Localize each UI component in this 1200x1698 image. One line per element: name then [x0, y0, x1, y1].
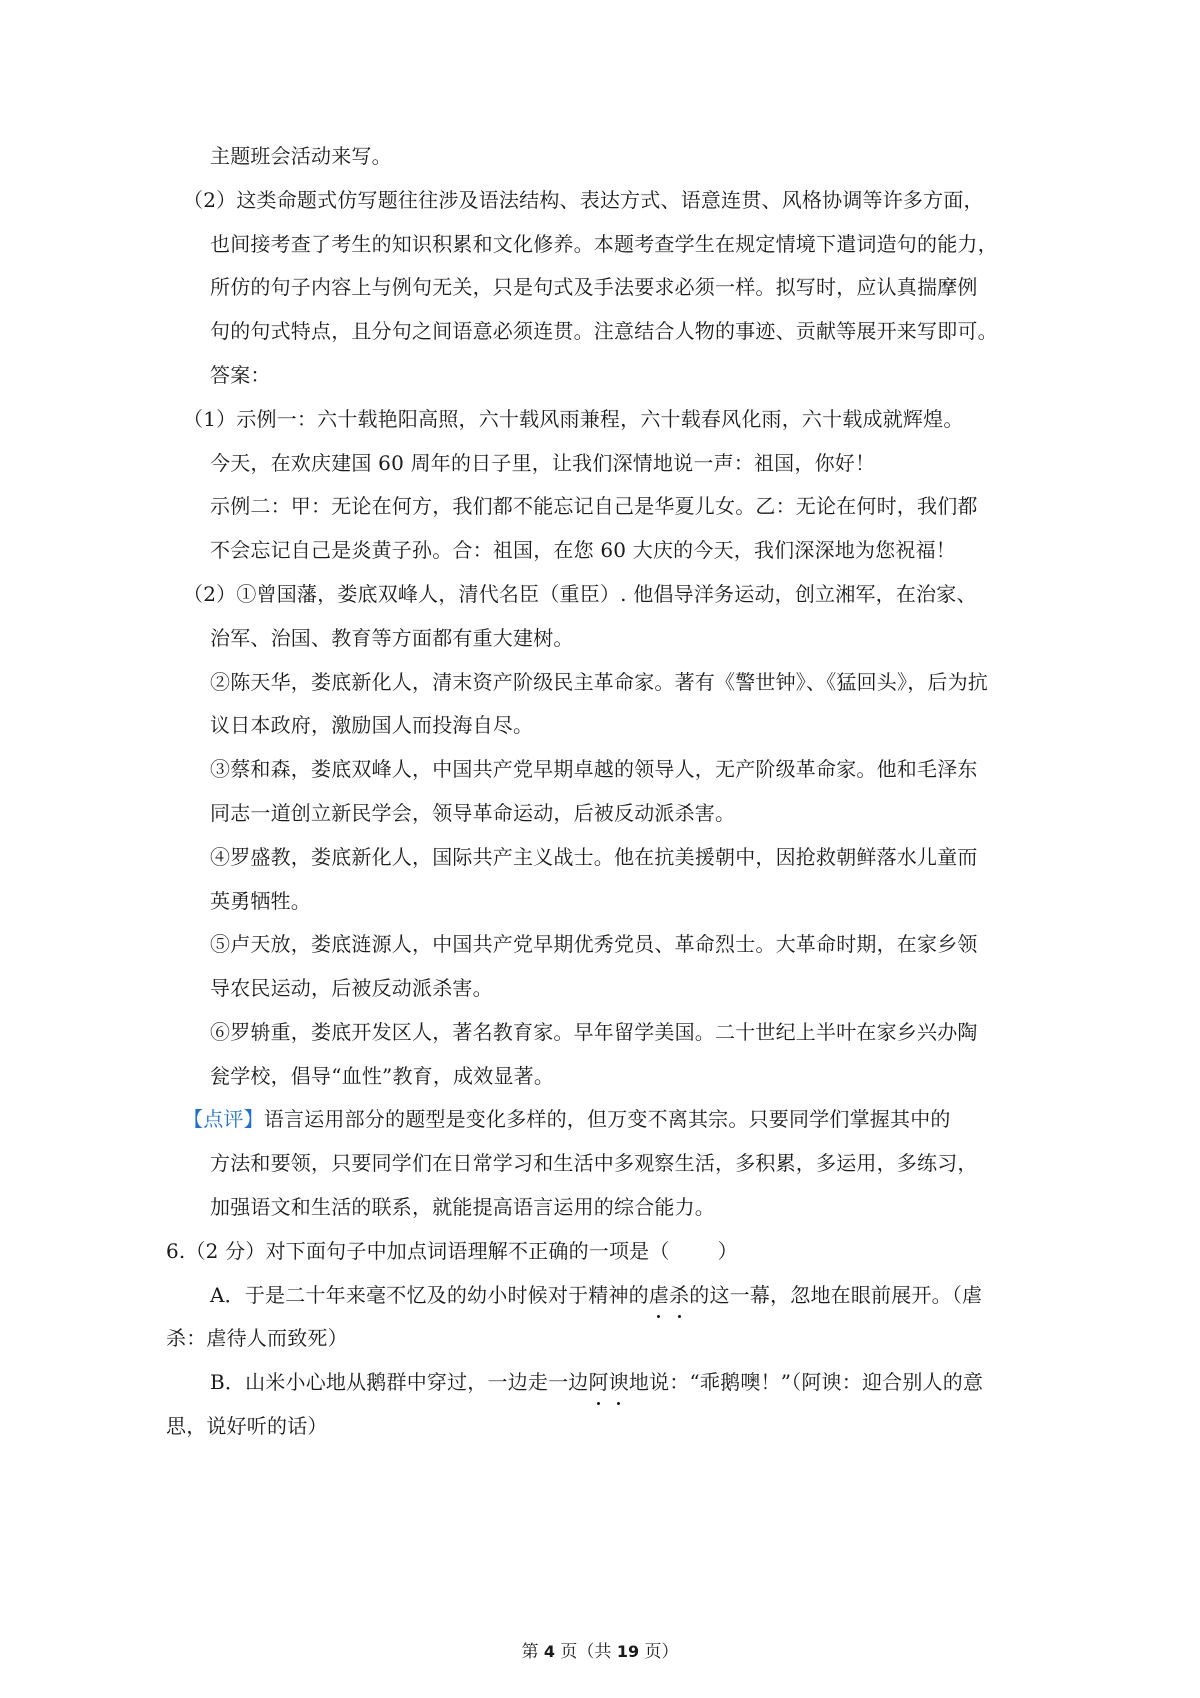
paragraph-line: ④罗盛教，娄底新化人，国际共产主义战士。他在抗美援朝中，因抢救朝鲜落水儿童而 — [210, 845, 978, 869]
paragraph-line: 不会忘记自己是炎黄子孙。合：祖国，在您 60 大庆的今天，我们深深地为您祝福！ — [210, 538, 956, 562]
question-stem-close: ） — [717, 1239, 738, 1263]
page-footer — [0, 1640, 1200, 1664]
answer-label: 答案： — [210, 363, 271, 387]
paragraph-line: ⑤卢天放，娄底涟源人，中国共产党早期优秀党员、革命烈士。大革命时期，在家乡领 — [210, 932, 978, 956]
option-a-continued: 杀：虐待人而致死） — [166, 1326, 348, 1350]
emphasis-dot-char: 杀 — [669, 1280, 689, 1310]
paragraph-line: 主题班会活动来写。 — [210, 144, 392, 168]
option-a — [210, 1280, 1030, 1310]
question-6-stem — [166, 1236, 986, 1266]
paragraph-line: （2）这类命题式仿写题往往涉及语法结构、表达方式、语意连贯、风格协调等许多方面， — [183, 188, 984, 212]
paragraph-line: （1）示例一：六十载艳阳高照，六十载风雨兼程，六十载春风化雨，六十载成就辉煌。 — [183, 407, 964, 431]
paragraph-line: ③蔡和森，娄底双峰人，中国共产党早期卓越的领导人，无产阶级革命家。他和毛泽东 — [210, 757, 978, 781]
option-b-text-rest: 地说：“乖鹅噢！”（阿谀：迎合别人的意 — [628, 1370, 984, 1394]
option-b-continued: 思，说好听的话） — [166, 1414, 328, 1438]
paragraph-line: 今天，在欢庆建国 60 周年的日子里，让我们深情地说一声：祖国，你好！ — [210, 451, 876, 475]
comment-line — [183, 1104, 1003, 1134]
option-a-text: A．于是二十年来毫不忆及的幼小时候对于精神的 — [210, 1283, 649, 1307]
paragraph-line: 治军、治国、教育等方面都有重大建树。 — [210, 626, 574, 650]
paragraph-line: 英勇牺牲。 — [210, 889, 311, 913]
paragraph-line: 议日本政府，激励国人而投海自尽。 — [210, 713, 534, 737]
paragraph-line: 示例二：甲：无论在何方，我们都不能忘记自己是华夏儿女。乙：无论在何时，我们都 — [210, 494, 978, 518]
paragraph-line: 句的句式特点，且分句之间语意必须连贯。注意结合人物的事迹、贡献等展开来写即可。 — [210, 319, 998, 343]
emphasis-dot-char: 虐 — [649, 1280, 669, 1310]
emphasis-dot-char: 阿 — [589, 1367, 609, 1397]
paragraph-line: 也间接考查了考生的知识积累和文化修养。本题考查学生在规定情境下遣词造句的能力， — [210, 232, 998, 256]
paragraph-line: ⑥罗辀重，娄底开发区人，著名教育家。早年留学美国。二十世纪上半叶在家乡兴办陶 — [210, 1020, 978, 1044]
footer-middle: 页（共 — [555, 1642, 617, 1662]
comment-tag: 【点评】 — [183, 1107, 264, 1131]
total-pages: 19 — [616, 1642, 640, 1661]
footer-prefix: 第 — [521, 1642, 544, 1662]
comment-text: 语言运用部分的题型是变化多样的，但万变不离其宗。只要同学们掌握其中的 — [263, 1107, 951, 1131]
paragraph-line: 瓮学校，倡导“血性”教育，成效显著。 — [210, 1064, 555, 1088]
paragraph-line: 同志一道创立新民学会，领导革命运动，后被反动派杀害。 — [210, 801, 736, 825]
paragraph-line: 所仿的句子内容上与例句无关，只是句式及手法要求必须一样。拟写时，应认真揣摩例 — [210, 275, 978, 299]
page-number: 4 — [543, 1642, 556, 1661]
paragraph-line: （2）①曾国藩，娄底双峰人，清代名臣（重臣）. 他倡导洋务运动，创立湘军，在治家、 — [183, 582, 977, 606]
footer-suffix: 页） — [639, 1642, 679, 1662]
emphasis-dot-char: 谀 — [609, 1367, 629, 1397]
comment-line: 方法和要领，只要同学们在日常学习和生活中多观察生活，多积累，多运用，多练习， — [210, 1151, 978, 1175]
option-b-text: B．山米小心地从鹅群中穿过，一边走一边 — [210, 1370, 589, 1394]
comment-line: 加强语文和生活的联系，就能提高语言运用的综合能力。 — [210, 1195, 715, 1219]
question-stem-text: 6.（2 分）对下面句子中加点词语理解不正确的一项是（ — [166, 1239, 670, 1263]
paragraph-line: 导农民运动，后被反动派杀害。 — [210, 976, 493, 1000]
option-b — [210, 1367, 1030, 1397]
paragraph-line: ②陈天华，娄底新化人，清末资产阶级民主革命家。著有《警世钟》、《猛回头》，后为抗 — [210, 670, 988, 694]
option-a-text-rest: 的这一幕，忽地在眼前展开。（虐 — [689, 1283, 983, 1307]
